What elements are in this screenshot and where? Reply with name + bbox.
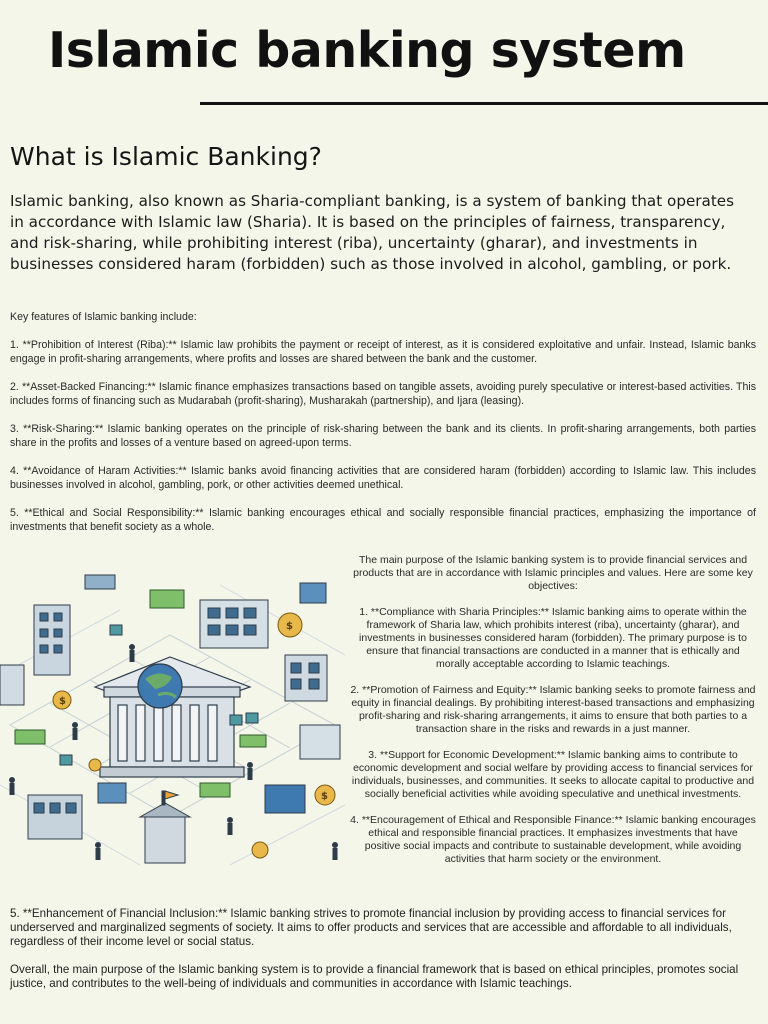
purpose-item: 3. **Support for Economic Development:** Islamic banking aims to contribute to economic development and social welfare by providing access to financial services for individuals, businesses, and communities. It seeks to allocate capital to productive and socially beneficial activities while avoiding speculative and unethical investments. — [351, 749, 755, 800]
feature-item: 4. **Avoidance of Haram Activities:** Islamic banks avoid financing activities that are considered haram (forbidden) according to Islamic law. This includes businesses involved in alcohol, gambling, pork, or other activities deemed unethical. — [10, 465, 756, 491]
purpose-lead: The main purpose of the Islamic banking system is to provide financial services and products that are in accordance with Islamic principles and values. Here are some key objectives: — [353, 554, 753, 592]
feature-item: 1. **Prohibition of Interest (Riba):** Islamic law prohibits the payment or receipt of interest, as it is considered exploitative and unfair. Instead, Islamic banks engage in profit-sharing arrangements, where profits and losses are shared between the bank and the customer. — [10, 339, 756, 365]
feature-item: 3. **Risk-Sharing:** Islamic banking operates on the principle of risk-sharing between the bank and its clients. In profit-sharing arrangements, both parties share in the profits and losses of a venture based on agreed-upon terms. — [10, 423, 756, 449]
purpose-section — [350, 554, 756, 879]
section-heading: What is Islamic Banking? — [10, 142, 322, 171]
key-features-section — [10, 310, 756, 548]
purpose-item: 1. **Compliance with Sharia Principles:** Islamic banking aims to operate within the framework of Sharia law, which prohibits interest (riba), uncertainty (gharar), and investments in businesses considered haram (forbidden). The primary purpose is to ensure that financial transactions are conducted in a manner that is ethically and morally acceptable according to Islamic teachings. — [359, 606, 747, 670]
conclusion-paragraph: Overall, the main purpose of the Islamic banking system is to provide a financial framework that is based on ethical principles, promotes social justice, and contributes to the well-being of individuals and communities in accordance with Islamic teachings. — [10, 963, 739, 990]
purpose-item: 4. **Encouragement of Ethical and Responsible Finance:** Islamic banking encourages ethical and responsible financial practices. It emphasizes investments that have positive social impacts and contribute to sustainable development, while avoiding activities that harm society or the environment. — [350, 814, 756, 865]
intro-paragraph: Islamic banking, also known as Sharia-compliant banking, is a system of banking that operates in accordance with Islamic law (Sharia). It is based on the principles of fairness, transparency, and risk-sharing, while prohibiting interest (riba), uncertainty (gharar), and investments in businesses considered haram (forbidden) such as those involved in alcohol, gambling, or pork. — [10, 192, 735, 273]
purpose-item-5: 5. **Enhancement of Financial Inclusion:** Islamic banking strives to promote financial inclusion by providing access to financial services for underserved and marginalized segments of society. It aims to offer products and services that are accessible and affordable to all individuals, regardless of their income level or social status. — [10, 907, 732, 948]
key-features-lead: Key features of Islamic banking include: — [10, 311, 197, 323]
feature-item: 2. **Asset-Backed Financing:** Islamic finance emphasizes transactions based on tangible assets, avoiding purely speculative or interest-based activities. This includes forms of financing such as Mudarabah (profit-sharing), Musharakah (partnership), and Ijara (leasing). — [10, 381, 756, 407]
feature-item: 5. **Ethical and Social Responsibility:** Islamic banking encourages ethical and socially responsible financial practices, emphasizing the importance of investments that benefit society as a whole. — [10, 507, 756, 533]
purpose-item: 2. **Promotion of Fairness and Equity:** Islamic banking seeks to promote fairness and equity in financial dealings. By prohibiting interest-based transactions and emphasizing profit-sharing and risk-sharing arrangements, it aims to ensure that both parties to a transaction share in the risks and rewards in a just manner. — [350, 684, 756, 735]
svg-text:$: $ — [59, 696, 66, 707]
title-underline — [200, 102, 768, 105]
svg-text:$: $ — [321, 791, 328, 802]
svg-text:$: $ — [286, 621, 293, 632]
page-title: Islamic banking system — [48, 22, 686, 79]
bottom-section — [10, 907, 750, 1005]
banking-illustration — [0, 555, 345, 875]
